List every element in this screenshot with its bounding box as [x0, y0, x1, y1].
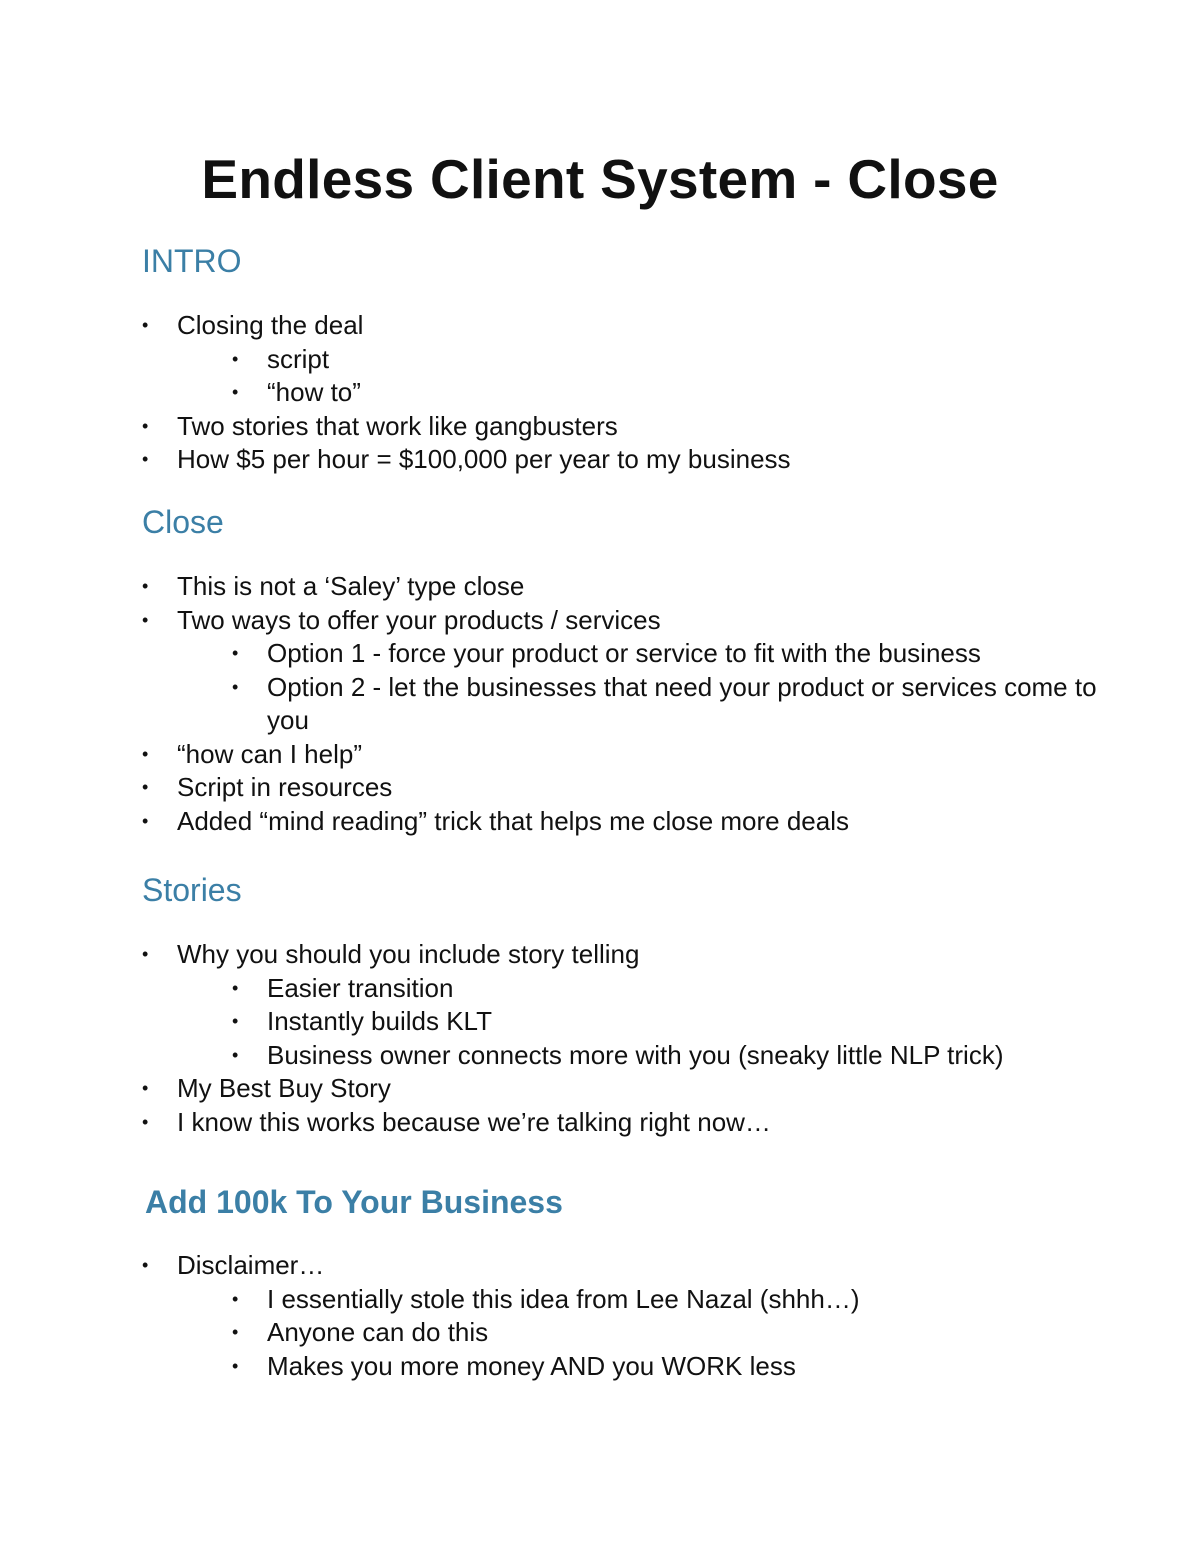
list-item — [142, 343, 1102, 377]
section-add-100k-list — [142, 1249, 1105, 1383]
list-item — [142, 443, 1102, 477]
list-item — [142, 604, 1102, 638]
bullet-icon: • — [142, 609, 149, 630]
section-heading-intro: INTRO — [142, 243, 242, 279]
list-item-text: I essentially stole this idea from Lee Nazal (shhh…) — [267, 1283, 860, 1314]
list-item — [142, 1106, 1102, 1140]
bullet-icon: • — [232, 1288, 239, 1309]
list-item-text: “how can I help” — [177, 738, 362, 769]
bullet-icon: • — [142, 1111, 149, 1132]
list-item — [142, 1039, 1102, 1073]
list-item-text: “how to” — [267, 377, 361, 407]
list-item-text: How $5 per hour = $100,000 per year to my business — [177, 444, 791, 474]
bullet-icon: • — [142, 576, 149, 596]
section-close-list — [142, 570, 1102, 838]
bullet-icon: • — [142, 449, 149, 469]
list-item — [142, 410, 1102, 444]
list-item-text: Why you should you include story telling — [177, 939, 640, 969]
section-heading-add-100k: Add 100k To Your Business — [145, 1184, 563, 1220]
list-item — [142, 309, 1102, 343]
list-item — [142, 1350, 1105, 1384]
list-item-text: My Best Buy Story — [177, 1073, 391, 1103]
section-intro — [142, 241, 1102, 477]
bullet-icon: • — [232, 348, 239, 369]
list-item-text: Instantly builds KLT — [267, 1006, 492, 1036]
list-item — [142, 570, 1102, 604]
list-item — [142, 1316, 1105, 1350]
list-item — [142, 1283, 1105, 1317]
list-item — [142, 738, 1102, 772]
list-item-text: Option 1 - force your product or service to fit with the business — [267, 638, 981, 668]
document-title: Endless Client System - Close — [201, 148, 999, 210]
list-item-text: Anyone can do this — [267, 1317, 489, 1347]
bullet-icon: • — [232, 1011, 239, 1031]
list-item-text: script — [267, 343, 330, 374]
list-item — [142, 1005, 1102, 1039]
list-item-text: Two stories that work like gangbusters — [177, 410, 618, 441]
list-item — [142, 805, 1102, 839]
bullet-icon: • — [142, 944, 149, 964]
list-item-text: Closing the deal — [177, 310, 364, 340]
list-item — [142, 1249, 1105, 1283]
bullet-icon: • — [232, 977, 239, 998]
list-item — [142, 771, 1102, 805]
list-item — [142, 671, 1102, 738]
bullet-icon: • — [142, 1255, 149, 1275]
bullet-icon: • — [142, 777, 149, 797]
bullet-icon: • — [142, 415, 149, 436]
list-item — [142, 637, 1102, 671]
bullet-icon: • — [142, 1078, 149, 1098]
bullet-icon: • — [232, 643, 239, 663]
list-item — [142, 938, 1102, 972]
list-item — [142, 1072, 1102, 1106]
bullet-icon: • — [232, 382, 239, 402]
section-close — [142, 502, 1102, 838]
list-item-text: Disclaimer… — [177, 1250, 325, 1280]
bullet-icon: • — [232, 676, 239, 697]
list-item-text: Easier transition — [267, 972, 454, 1003]
list-item-text: Makes you more money AND you WORK less — [267, 1350, 796, 1381]
section-heading-close: Close — [142, 504, 224, 540]
list-item-text: Option 2 - let the businesses that need your product or services come to you — [267, 671, 1097, 735]
section-heading-stories: Stories — [142, 872, 242, 908]
bullet-icon: • — [232, 1355, 239, 1376]
bullet-icon: • — [232, 1322, 239, 1342]
section-stories — [142, 870, 1102, 1139]
bullet-icon: • — [142, 315, 149, 335]
list-item-text: Business owner connects more with you (sneaky little NLP trick) — [267, 1039, 1004, 1070]
list-item-text: I know this works because we’re talking right now… — [177, 1106, 771, 1137]
list-item-text: This is not a ‘Saley’ type close — [177, 571, 525, 601]
list-item-text: Added “mind reading” trick that helps me close more deals — [177, 805, 849, 836]
list-item — [142, 376, 1102, 410]
bullet-icon: • — [142, 810, 149, 831]
list-item-text: Two ways to offer your products / services — [177, 604, 661, 635]
bullet-icon: • — [142, 743, 149, 764]
bullet-icon: • — [232, 1044, 239, 1065]
list-item-text: Script in resources — [177, 772, 393, 802]
section-intro-list — [142, 309, 1102, 477]
section-stories-list — [142, 938, 1102, 1139]
list-item — [142, 972, 1102, 1006]
section-add-100k — [142, 1182, 1105, 1383]
